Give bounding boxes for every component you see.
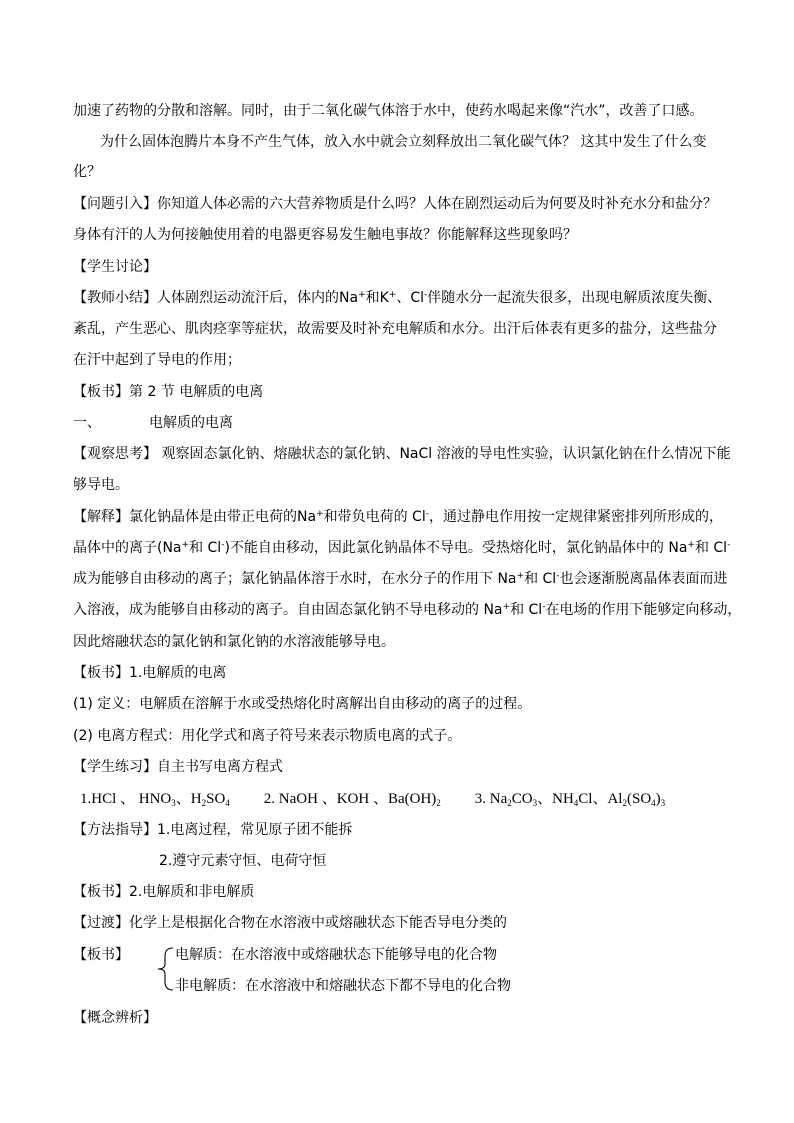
intro-line-3: 化？	[73, 164, 101, 180]
question-line-2: 身体有汗的人为何接触使用着的电器更容易发生触电事故？你能解释这些现象吗？	[73, 227, 577, 243]
student-discussion: 【学生讨论】	[73, 259, 157, 275]
curly-brace-icon	[155, 947, 175, 991]
explain-line-2: 晶体中的离子(Na+和 Cl-)不能自由移动，因此氯化钠晶体不导电。受热熔化时，氯化钠晶体中的 Na+和 Cl-	[73, 540, 731, 556]
board-title-1: 【板书】第 2 节 电解质的电离	[73, 384, 264, 400]
teacher-summary-line-2: 紊乱，产生恶心、肌肉痉挛等症状，故需要及时补充电解质和水分。出汗后体表有更多的盐分，这些盐分	[73, 321, 717, 337]
explain-line-4: 入溶液，成为能够自由移动的离子。自由固态氯化钠不导电移动的 Na+和 Cl-在电场的作用下能够定向移动，	[73, 602, 742, 618]
concept-analysis: 【概念辨析】	[73, 1010, 157, 1026]
electrolyte-definition: 电解质：在水溶液中或熔融状态下能够导电的化合物	[175, 947, 497, 963]
explain-line-5: 因此熔融状态的氯化钠和氯化钠的水溶液能够导电。	[73, 634, 395, 650]
intro-line-1: 加速了药物的分散和溶解。同时，由于二氧化碳气体溶于水中，使药水喝起来像“汽水”，改善了口感。	[73, 103, 704, 119]
intro-line-2: 为什么固体泡腾片本身不产生气体，放入水中就会立刻释放出二氧化碳气体？ 这其中发生了什么变	[100, 134, 707, 150]
section-title: 电解质的电离	[149, 415, 233, 431]
teacher-summary-line-3: 在汗中起到了导电的作用；	[73, 352, 241, 368]
section-heading-1	[73, 413, 233, 433]
non-electrolyte-definition: 非电解质：在水溶液中和熔融状态下都不导电的化合物	[175, 978, 511, 994]
section-number: 一、	[73, 415, 101, 431]
definition-line: (1) 定义：电解质在溶解于水或受热熔化时离解出自由移动的离子的过程。	[73, 696, 532, 712]
transition-line: 【过渡】化学上是根据化合物在水溶液中或熔融状态下能否导电分类的	[73, 915, 507, 931]
board-title-2: 【板书】1.电解质的电离	[73, 665, 227, 681]
question-line-1: 【问题引入】你知道人体必需的六大营养物质是什么吗？人体在剧烈运动后为何要及时补充水分和盐分？	[73, 196, 717, 212]
explain-line-3: 成为能够自由移动的离子；氯化钠晶体溶于水时，在水分子的作用下 Na+和 Cl-也会逐渐脱离晶体表面而进	[73, 571, 728, 587]
observe-line-1: 【观察思考】 观察固态氯化钠、熔融状态的氯化钠、NaCl 溶液的导电性实验，认识氯化钠在什么情况下能	[73, 446, 731, 462]
board-title-3: 【板书】2.电解质和非电解质	[73, 884, 255, 900]
teacher-summary-line-1: 【教师小结】人体剧烈运动流汗后，体内的Na+和K+、Cl-伴随水分一起流失很多，出现电解质浓度失衡、	[73, 290, 722, 306]
equation-definition-line: (2) 电离方程式：用化学式和离子符号来表示物质电离的式子。	[73, 728, 462, 744]
method-line-1: 【方法指导】1.电离过程，常见原子团不能拆	[73, 822, 353, 838]
student-practice: 【学生练习】自主书写电离方程式	[73, 759, 283, 775]
method-line-2: 2.遵守元素守恒、电荷守恒	[159, 853, 327, 869]
explain-line-1: 【解释】氯化钠晶体是由带正电荷的Na+和带负电荷的 Cl-，通过静电作用按一定规律紧密排列所形成的，	[73, 509, 723, 525]
observe-line-2: 够导电。	[73, 477, 129, 493]
board-label-4: 【板书】	[73, 947, 129, 963]
practice-formulas: 1.HCl 、 $HNO_3$、$H_2SO_4$ 2. NaOH 、KOH 、$Ba(OH)_2$ 3. $Na_2CO_3$、$NH_4Cl$、$Al_2(SO_4)_3$	[80, 791, 666, 808]
